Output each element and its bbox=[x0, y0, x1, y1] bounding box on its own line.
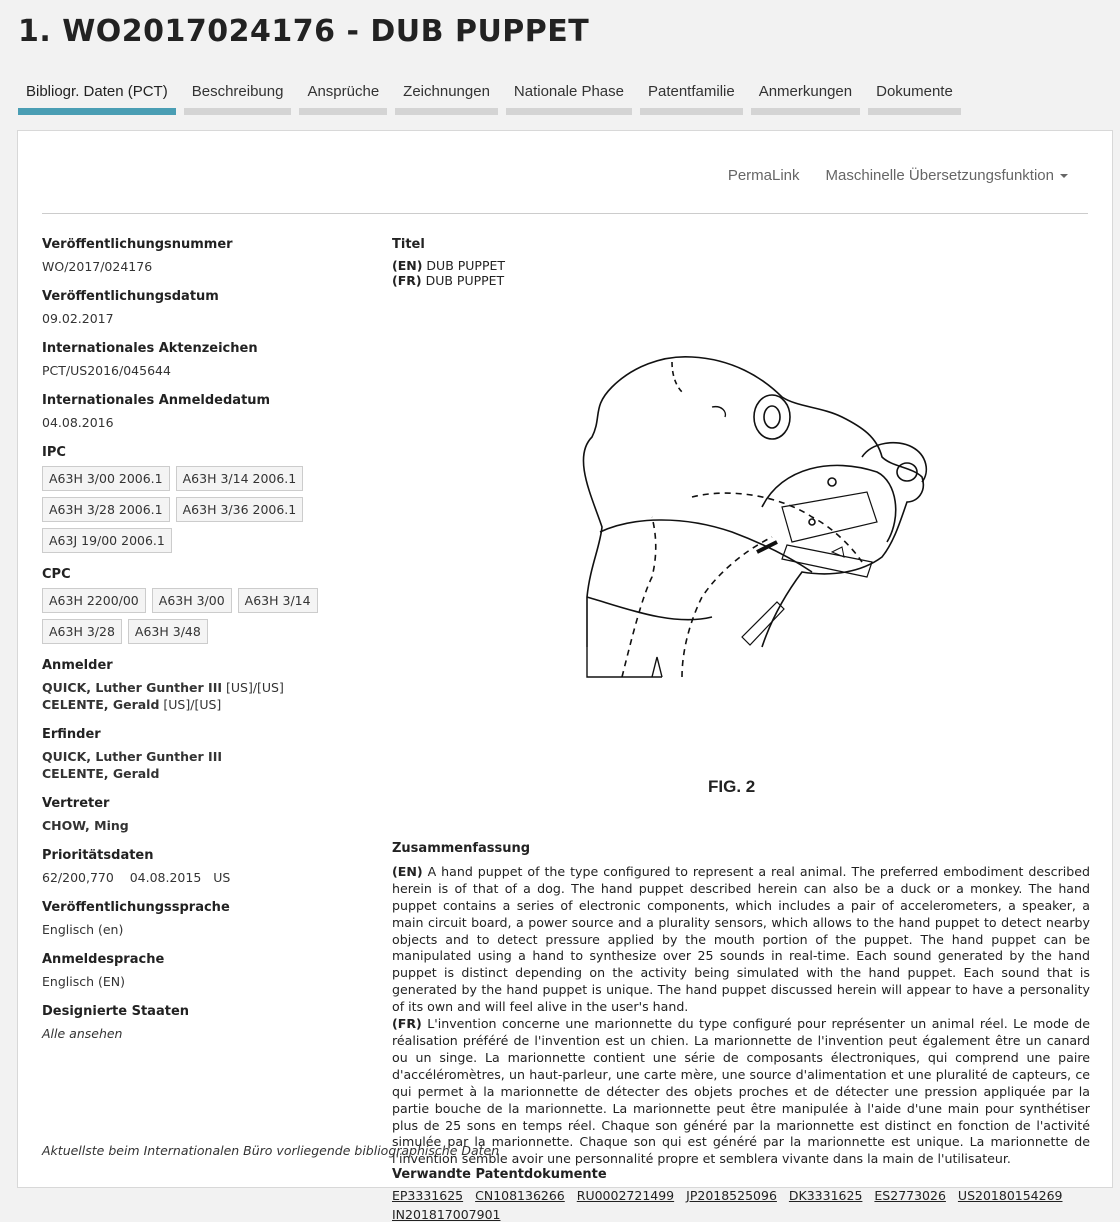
cpc-label: CPC bbox=[42, 567, 71, 582]
title-fr-text: DUB PUPPET bbox=[425, 273, 505, 288]
abstract-fr-text: L'invention concerne une marionnette du type configuré pour représenter un animal réel. Le mode de réalisation préféré de l'invention est un chien. La marionnette de l'invention peut également être un canard ou un singe. La marionnette contient une série de composants électroniques, qui comprend une paire d'accéléromètres, un haut-parleur, une carte mère, une source d'alimentation et une pluralité de capteurs, ce qui permet à la marionnette de détecter des objets proches et de détecter une pression appliquée par la partie bouche de la marionnette. La marionnette peut être manipulée à l'aide d'une main pour synthétiser plus de 25 sons en temps réel. Chaque son généré par la marionnette est distinct en fonction de l'activité simulée par la marionnette. Chaque son qui est généré par la marionnette est unique. La marionnette de l'invention semble avoir une personnalité propre et semblera vivante dans la main de l'utilisateur. bbox=[392, 1016, 1090, 1167]
pub-language-value: Englisch (en) bbox=[42, 922, 124, 937]
pub-date-value: 09.02.2017 bbox=[42, 311, 114, 326]
inventors-label: Erfinder bbox=[42, 727, 101, 742]
abstract-en bbox=[392, 864, 1090, 1016]
ipc-chip[interactable]: A63H 3/00 2006.1 bbox=[42, 466, 170, 491]
title-fr-tag: (FR) bbox=[392, 273, 422, 288]
applicant-2-country: [US]/[US] bbox=[163, 697, 222, 712]
related-doc-link[interactable]: RU0002721499 bbox=[576, 1188, 675, 1203]
bibliographic-fields bbox=[42, 237, 372, 1056]
tab-bar bbox=[18, 80, 961, 115]
related-doc-link[interactable]: US20180154269 bbox=[957, 1188, 1063, 1203]
related-doc-link[interactable]: CN108136266 bbox=[475, 1188, 565, 1203]
ipc-chip[interactable]: A63H 3/36 2006.1 bbox=[176, 497, 304, 522]
cpc-chip[interactable]: A63H 3/00 bbox=[152, 588, 232, 613]
abstract-en-tag: (EN) bbox=[392, 863, 423, 879]
ipc-chip[interactable]: A63H 3/14 2006.1 bbox=[176, 466, 304, 491]
filing-language-label: Anmeldesprache bbox=[42, 952, 165, 967]
ipc-chip[interactable]: A63J 19/00 2006.1 bbox=[42, 528, 172, 553]
ipc-label: IPC bbox=[42, 445, 66, 460]
related-links bbox=[392, 1188, 1090, 1222]
cpc-chip[interactable]: A63H 3/14 bbox=[238, 588, 318, 613]
title-label: Titel bbox=[392, 237, 425, 252]
filing-date-label: Internationales Anmeldedatum bbox=[42, 393, 271, 408]
agent-name: CHOW, Ming bbox=[42, 818, 129, 833]
related-doc-link[interactable]: ES2773026 bbox=[874, 1188, 946, 1203]
applicant-1-name: QUICK, Luther Gunther III bbox=[42, 680, 222, 695]
main-column bbox=[392, 237, 1090, 1222]
applicant-2-name: CELENTE, Gerald bbox=[42, 697, 160, 712]
abstract bbox=[392, 841, 1090, 1168]
tab-bibliographic-data[interactable]: Bibliogr. Daten (PCT) bbox=[18, 80, 176, 115]
title-fr bbox=[392, 273, 1090, 288]
title-en bbox=[392, 258, 1090, 273]
page-title: 1. WO2017024176 - DUB PUPPET bbox=[18, 14, 590, 49]
inventor-2-name: CELENTE, Gerald bbox=[42, 766, 160, 781]
pub-date-label: Veröffentlichungsdatum bbox=[42, 289, 219, 304]
divider bbox=[42, 213, 1088, 214]
related-doc-link[interactable]: EP3331625 bbox=[392, 1188, 464, 1203]
footer-note: Aktuellste beim Internationalen Büro vorliegende bibliographische Daten bbox=[42, 1143, 500, 1158]
ipc-chip[interactable]: A63H 3/28 2006.1 bbox=[42, 497, 170, 522]
inventor-1-name: QUICK, Luther Gunther III bbox=[42, 749, 222, 764]
translation-label: Maschinelle Übersetzungsfunktion bbox=[825, 167, 1054, 184]
tab-documents[interactable]: Dokumente bbox=[868, 80, 961, 115]
applicant-2 bbox=[42, 696, 372, 713]
cpc-chip[interactable]: A63H 2200/00 bbox=[42, 588, 146, 613]
filing-language-value: Englisch (EN) bbox=[42, 974, 125, 989]
tab-national-phase[interactable]: Nationale Phase bbox=[506, 80, 632, 115]
related-documents bbox=[392, 1167, 1090, 1222]
priority-country: US bbox=[213, 870, 231, 885]
cpc-chip[interactable]: A63H 3/28 bbox=[42, 619, 122, 644]
patent-drawing[interactable] bbox=[532, 347, 972, 707]
applicant-1 bbox=[42, 679, 372, 696]
tab-patent-family[interactable]: Patentfamilie bbox=[640, 80, 743, 115]
related-label: Verwandte Patentdokumente bbox=[392, 1167, 607, 1182]
tab-description[interactable]: Beschreibung bbox=[184, 80, 292, 115]
abstract-en-text: A hand puppet of the type configured to represent a real animal. The preferred embodiment described herein is of that of a dog. The hand puppet described herein can also be a duck or a monkey. The hand puppet contains a series of electronic components, which includes a pair of accelerometers, a speaker, a main circuit board, a power source and a plurality sensors, which allows to the hand puppet to detect nearby objects and to detect pressure applied by the mouth portion of the puppet. The hand puppet can be manipulated using a hand to synthesize over 25 sounds in real-time. Each sound generated by the hand puppet is distinct depending on the activity being simulated with the hand puppet. Each sound that is generated by the hand puppet is unique. The hand puppet discussed herein will appear to have a personality of its own and will feel alive in the user's hand. bbox=[392, 863, 1090, 1015]
filing-date-value: 04.08.2016 bbox=[42, 415, 114, 430]
cpc-chip[interactable]: A63H 3/48 bbox=[128, 619, 208, 644]
related-doc-link[interactable]: IN201817007901 bbox=[392, 1207, 501, 1222]
ipc-chips bbox=[42, 466, 362, 553]
pub-language-label: Veröffentlichungssprache bbox=[42, 900, 230, 915]
priority-date: 04.08.2015 bbox=[129, 870, 202, 885]
figure-caption: FIG. 2 bbox=[708, 777, 756, 796]
toolbar bbox=[728, 167, 1068, 184]
applicant-1-country: [US]/[US] bbox=[225, 680, 284, 695]
pub-number-value: WO/2017/024176 bbox=[42, 259, 153, 274]
abstract-label: Zusammenfassung bbox=[392, 841, 531, 856]
priority-label: Prioritätsdaten bbox=[42, 848, 154, 863]
priority-number: 62/200,770 bbox=[42, 870, 114, 885]
title-en-tag: (EN) bbox=[392, 258, 423, 273]
app-number-value: PCT/US2016/045644 bbox=[42, 363, 171, 378]
tab-drawings[interactable]: Zeichnungen bbox=[395, 80, 498, 115]
content-panel bbox=[17, 130, 1113, 1222]
title-en-text: DUB PUPPET bbox=[426, 258, 506, 273]
cpc-chips bbox=[42, 588, 362, 644]
translation-dropdown[interactable] bbox=[826, 167, 1068, 184]
applicants-label: Anmelder bbox=[42, 658, 113, 673]
abstract-fr-tag: (FR) bbox=[392, 1016, 422, 1032]
agent-row bbox=[42, 817, 372, 834]
related-doc-link[interactable]: DK3331625 bbox=[788, 1188, 863, 1203]
designated-states-label: Designierte Staaten bbox=[42, 1004, 190, 1019]
app-number-label: Internationales Aktenzeichen bbox=[42, 341, 258, 356]
tab-notes[interactable]: Anmerkungen bbox=[751, 80, 860, 115]
priority-row bbox=[42, 869, 372, 886]
view-all-link[interactable]: Alle ansehen bbox=[42, 1026, 123, 1041]
related-doc-link[interactable]: JP2018525096 bbox=[686, 1188, 777, 1203]
agent-label: Vertreter bbox=[42, 796, 110, 811]
permalink-link[interactable]: PermaLink bbox=[727, 167, 800, 184]
inventor-2 bbox=[42, 765, 372, 782]
inventor-1 bbox=[42, 748, 372, 765]
pub-number-label: Veröffentlichungsnummer bbox=[42, 237, 233, 252]
caret-down-icon bbox=[1060, 174, 1068, 178]
tab-claims[interactable]: Ansprüche bbox=[299, 80, 387, 115]
